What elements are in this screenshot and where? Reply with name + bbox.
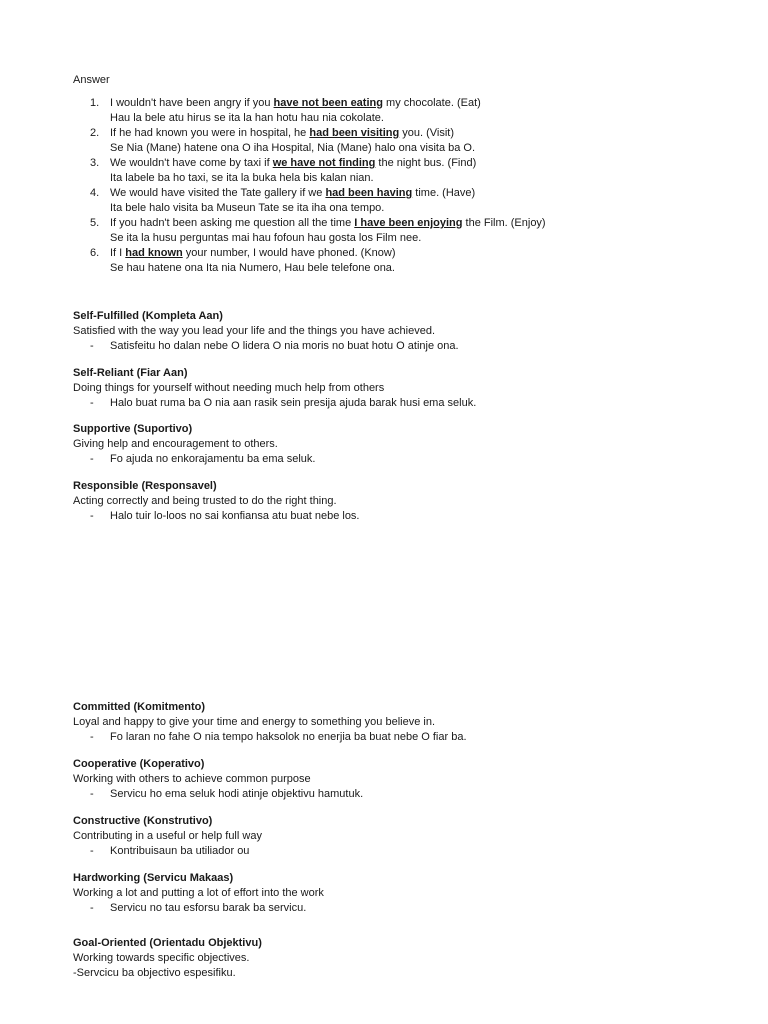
- answer-number: 4.: [90, 187, 100, 199]
- trait-self-fulfilled: [73, 309, 459, 354]
- answer-number: 5.: [90, 217, 100, 229]
- answer-list: [73, 96, 546, 276]
- trait-goal-oriented: [73, 936, 262, 981]
- answer-sentence: We wouldn't have come by taxi if we have not finding the night bus. (Find): [110, 157, 477, 169]
- trait-heading: Committed (Komitmento): [73, 701, 205, 713]
- answer-sentence: We would have visited the Tate gallery if we had been having time. (Have): [110, 187, 476, 199]
- trait-translation: - Satisfeitu ho dalan nebe O lidera O nia moris no buat hotu O atinje ona.: [90, 340, 459, 352]
- answer-sentence: I wouldn't have been angry if you have not been eating my chocolate. (Eat): [110, 97, 481, 109]
- trait-heading: Goal-Oriented (Orientadu Objektivu): [73, 937, 262, 949]
- trait-definition: Working towards specific objectives.: [73, 952, 250, 964]
- answer-title: Answer: [73, 74, 110, 86]
- trait-heading: Self-Reliant (Fiar Aan): [73, 367, 188, 379]
- trait-translation: - Servicu no tau esforsu barak ba servicu.: [90, 902, 307, 914]
- trait-cooperative: [73, 757, 363, 802]
- answer-translation: Se ita la husu perguntas mai hau fofoun hau gosta los Film nee.: [110, 232, 422, 244]
- answer-translation: Ita bele halo visita ba Museun Tate se ita iha ona tempo.: [110, 202, 385, 214]
- trait-definition: Giving help and encouragement to others.: [73, 438, 278, 450]
- answer-sentence: If he had known you were in hospital, he had been visiting you. (Visit): [110, 127, 455, 139]
- trait-translation: - Halo buat ruma ba O nia aan rasik sein presija ajuda barak husi ema seluk.: [90, 397, 477, 409]
- trait-translation: - Fo laran no fahe O nia tempo haksolok no enerjia ba buat nebe O fiar ba.: [90, 731, 467, 743]
- answer-number: 6.: [90, 247, 100, 259]
- trait-heading: Cooperative (Koperativo): [73, 758, 205, 770]
- trait-translation: - Servicu ho ema seluk hodi atinje objektivu hamutuk.: [90, 788, 364, 800]
- trait-definition: Contributing in a useful or help full way: [73, 830, 262, 842]
- trait-definition: Doing things for yourself without needing much help from others: [73, 382, 385, 394]
- trait-translation: - Kontribuisaun ba utiliador ou: [90, 845, 250, 857]
- answer-translation: Se hau hatene ona Ita nia Numero, Hau bele telefone ona.: [110, 262, 395, 274]
- trait-translation: - Halo tuir lo-loos no sai konfiansa atu buat nebe los.: [90, 510, 360, 522]
- answer-translation: Se Nia (Mane) hatene ona O iha Hospital, Nia (Mane) halo ona visita ba O.: [110, 142, 476, 154]
- trait-heading: Supportive (Suportivo): [73, 423, 193, 435]
- trait-constructive: [73, 814, 262, 859]
- answer-item: [73, 246, 546, 276]
- trait-heading: Responsible (Responsavel): [73, 480, 217, 492]
- answer-number: 2.: [90, 127, 100, 139]
- trait-definition: Satisfied with the way you lead your life and the things you have achieved.: [73, 325, 436, 337]
- trait-supportive: [73, 422, 315, 467]
- answer-item: [73, 156, 546, 186]
- trait-heading: Hardworking (Servicu Makaas): [73, 872, 234, 884]
- answer-fill: I have been enjoying: [354, 217, 463, 229]
- answer-number: 3.: [90, 157, 100, 169]
- answer-item: [73, 126, 546, 156]
- trait-definition: Loyal and happy to give your time and energy to something you believe in.: [73, 716, 436, 728]
- answer-fill: we have not finding: [272, 157, 376, 169]
- trait-heading: Constructive (Konstrutivo): [73, 815, 213, 827]
- trait-translation: -Servcicu ba objectivo espesifiku.: [73, 967, 236, 979]
- trait-definition: Acting correctly and being trusted to do the right thing.: [73, 495, 337, 507]
- answer-item: [73, 216, 546, 246]
- answer-translation: Hau la bele atu hirus se ita la han hotu hau nia cokolate.: [110, 112, 384, 124]
- answer-fill: had been visiting: [309, 127, 400, 139]
- trait-hardworking: [73, 871, 324, 916]
- answer-sentence: If I had known your number, I would have phoned. (Know): [110, 247, 396, 259]
- answer-item: [73, 96, 546, 126]
- answer-translation: Ita labele ba ho taxi, se ita la buka hela bis kalan nian.: [110, 172, 374, 184]
- answer-fill: have not been eating: [273, 97, 383, 109]
- trait-translation: - Fo ajuda no enkorajamentu ba ema seluk.: [90, 453, 316, 465]
- trait-definition: Working a lot and putting a lot of effort into the work: [73, 887, 324, 899]
- trait-heading: Self-Fulfilled (Kompleta Aan): [73, 310, 223, 322]
- trait-committed: [73, 700, 467, 745]
- answer-fill: had known: [125, 247, 183, 259]
- trait-definition: Working with others to achieve common purpose: [73, 773, 311, 785]
- answer-sentence: If you hadn't been asking me question all the time I have been enjoying the Film. (Enjoy): [110, 217, 546, 229]
- trait-self-reliant: [73, 366, 476, 411]
- trait-responsible: [73, 479, 360, 524]
- answer-fill: had been having: [325, 187, 413, 199]
- answer-number: 1.: [90, 97, 100, 109]
- answer-item: [73, 186, 546, 216]
